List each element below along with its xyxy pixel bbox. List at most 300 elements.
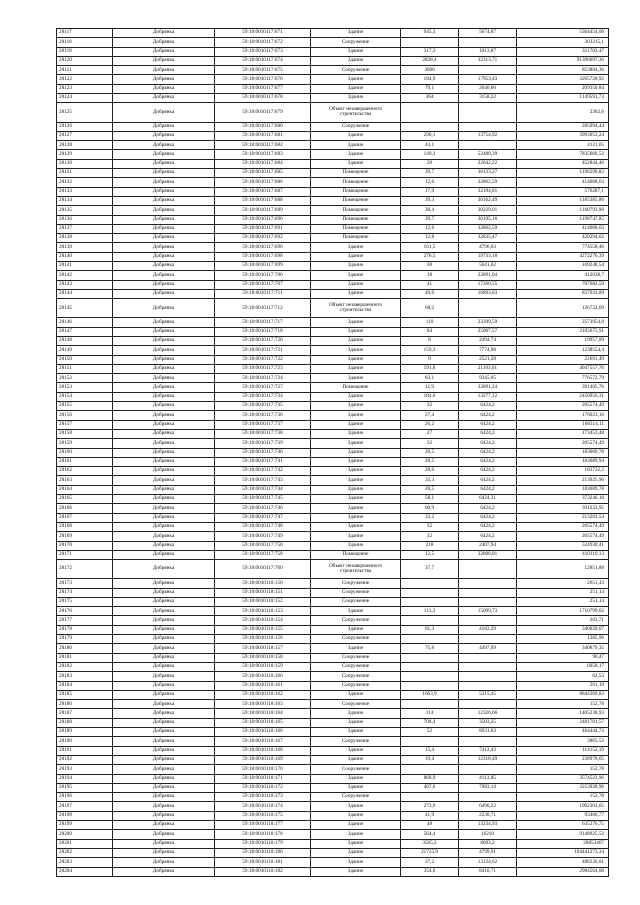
cadastral-value-cell: 7835666,52	[517, 150, 609, 159]
area-cell: 8	[401, 336, 459, 345]
locality-cell: Добрянка	[113, 550, 215, 559]
table-row	[57, 355, 609, 364]
unit-value-cell: 2646,66	[459, 84, 517, 93]
object-type-cell: Здание	[311, 709, 401, 718]
area-cell: 39,3	[401, 196, 459, 205]
row-number-cell: 28175	[57, 597, 113, 606]
area-cell: 273,9	[401, 802, 459, 811]
row-number-cell: 28172	[57, 560, 113, 579]
table-row	[57, 485, 609, 494]
area-cell: 32	[401, 532, 459, 541]
table-row	[57, 700, 609, 709]
cadastral-value-cell: 420294,02	[517, 234, 609, 243]
cadastral-number-cell: 59:18:0010117:698	[215, 252, 311, 261]
cadastral-value-cell: 22691,49	[517, 355, 609, 364]
cadastral-value-cell: 28853467	[517, 839, 609, 848]
area-cell	[401, 672, 459, 681]
cadastral-number-cell: 59:18:0010117:700	[215, 271, 311, 280]
object-type-cell: Помещение	[311, 187, 401, 196]
locality-cell: Добрянка	[113, 597, 215, 606]
table-row	[57, 811, 609, 820]
area-cell	[401, 635, 459, 644]
table-row	[57, 383, 609, 392]
cadastral-number-cell: 59:18:0010118:177	[215, 821, 311, 830]
row-number-cell: 28140	[57, 252, 113, 261]
cadastral-number-cell: 59:18:0010118:162	[215, 690, 311, 699]
cadastral-value-cell: 776572,79	[517, 374, 609, 383]
row-number-cell: 28128	[57, 141, 113, 150]
row-number-cell: 28125	[57, 103, 113, 122]
locality-cell: Добрянка	[113, 252, 215, 261]
area-cell: 149,3	[401, 150, 459, 159]
unit-value-cell: 1013,87	[459, 47, 517, 56]
object-type-cell: Здание	[311, 420, 401, 429]
cadastral-number-cell: 59:18:0010117:743	[215, 476, 311, 485]
table-row	[57, 690, 609, 699]
locality-cell: Добрянка	[113, 718, 215, 727]
cadastral-number-cell: 59:18:0010117:748	[215, 522, 311, 531]
cadastral-number-cell: 59:18:0010118:178	[215, 830, 311, 839]
locality-cell: Добрянка	[113, 243, 215, 252]
unit-value-cell: 17260,55	[459, 280, 517, 289]
locality-cell: Добрянка	[113, 29, 215, 38]
row-number-cell: 28176	[57, 607, 113, 616]
table-row	[57, 728, 609, 737]
row-number-cell: 28123	[57, 84, 113, 93]
cadastral-value-cell: 114152,19	[517, 746, 609, 755]
unit-value-cell: 30133,27	[459, 169, 517, 178]
cadastral-number-cell: 59:18:0010117:738	[215, 429, 311, 438]
area-cell: 110	[401, 318, 459, 327]
table-row	[57, 616, 609, 625]
row-number-cell: 28185	[57, 690, 113, 699]
unit-value-cell: 19733,18	[459, 252, 517, 261]
area-cell: 49,6	[401, 289, 459, 298]
object-type-cell: Помещение	[311, 178, 401, 187]
table-row	[57, 448, 609, 457]
row-number-cell: 28162	[57, 467, 113, 476]
locality-cell: Добрянка	[113, 75, 215, 84]
area-cell: 84	[401, 327, 459, 336]
table-row	[57, 550, 609, 559]
cadastral-value-cell: 251,14	[517, 588, 609, 597]
row-number-cell: 28131	[57, 169, 113, 178]
unit-value-cell	[459, 579, 517, 588]
cadastral-number-cell: 59:18:0010117:707	[215, 280, 311, 289]
area-cell: 868,9	[401, 774, 459, 783]
locality-cell: Добрянка	[113, 262, 215, 271]
unit-value-cell: 6424,2	[459, 448, 517, 457]
locality-cell: Добрянка	[113, 495, 215, 504]
table-row	[57, 579, 609, 588]
area-cell: 39,7	[401, 215, 459, 224]
row-number-cell: 28141	[57, 262, 113, 271]
cadastral-value-cell: 169248,54	[517, 262, 609, 271]
unit-value-cell: 17953,43	[459, 75, 517, 84]
unit-value-cell	[459, 299, 517, 318]
row-number-cell: 28198	[57, 811, 113, 820]
area-cell	[401, 597, 459, 606]
registry-table	[56, 28, 609, 877]
object-type-cell: Здание	[311, 783, 401, 792]
unit-value-cell	[459, 560, 517, 579]
cadastral-number-cell: 59:18:0010117:727	[215, 383, 311, 392]
cadastral-number-cell: 59:18:0010118:174	[215, 802, 311, 811]
area-cell: 19,4	[401, 755, 459, 764]
table-row	[57, 635, 609, 644]
cadastral-value-cell: 3574523,96	[517, 774, 609, 783]
cadastral-value-cell: 1185385,86	[517, 196, 609, 205]
unit-value-cell	[459, 737, 517, 746]
row-number-cell: 28151	[57, 364, 113, 373]
area-cell: 43,1	[401, 141, 459, 150]
area-cell: 52	[401, 728, 459, 737]
unit-value-cell: 5315,45	[459, 690, 517, 699]
cadastral-value-cell: 12851,88	[517, 560, 609, 579]
locality-cell: Добрянка	[113, 700, 215, 709]
row-number-cell: 28179	[57, 635, 113, 644]
table-row	[57, 560, 609, 579]
locality-cell: Добрянка	[113, 728, 215, 737]
object-type-cell: Помещение	[311, 383, 401, 392]
area-cell: 1663,9	[401, 690, 459, 699]
cadastral-number-cell: 59:18:0010117:745	[215, 495, 311, 504]
unit-value-cell: 6424,2	[459, 429, 517, 438]
unit-value-cell	[459, 66, 517, 75]
row-number-cell: 28193	[57, 765, 113, 774]
object-type-cell: Здание	[311, 858, 401, 867]
cadastral-value-cell: 1196290,82	[517, 169, 609, 178]
locality-cell: Добрянка	[113, 374, 215, 383]
cadastral-number-cell: 59:18:0010117:722	[215, 355, 311, 364]
cadastral-number-cell: 59:18:0010118:165	[215, 718, 311, 727]
object-type-cell: Здание	[311, 821, 401, 830]
table-row	[57, 495, 609, 504]
locality-cell: Добрянка	[113, 579, 215, 588]
row-number-cell: 28153	[57, 383, 113, 392]
area-cell: 564,4	[401, 830, 459, 839]
unit-value-cell: 6424,2	[459, 402, 517, 411]
cadastral-number-cell: 59:18:0010117:724	[215, 374, 311, 383]
area-cell: 218	[401, 541, 459, 550]
cadastral-value-cell: 1902303,65	[517, 802, 609, 811]
cadastral-value-cell: 205574,49	[517, 439, 609, 448]
locality-cell: Добрянка	[113, 47, 215, 56]
cadastral-value-cell: 635276,75	[517, 821, 609, 830]
cadastral-value-cell: 6058,17	[517, 662, 609, 671]
object-type-cell: Здание	[311, 513, 401, 522]
area-cell: 2828,4	[401, 56, 459, 65]
locality-cell: Добрянка	[113, 653, 215, 662]
unit-value-cell: 6424,2	[459, 513, 517, 522]
object-type-cell: Помещение	[311, 234, 401, 243]
row-number-cell: 28122	[57, 75, 113, 84]
locality-cell: Добрянка	[113, 84, 215, 93]
row-number-cell: 28159	[57, 439, 113, 448]
table-row	[57, 783, 609, 792]
locality-cell: Добрянка	[113, 187, 215, 196]
cadastral-number-cell: 59:18:0010117:676	[215, 75, 311, 84]
cadastral-value-cell: 391233,95	[517, 504, 609, 513]
area-cell: 83,1	[401, 374, 459, 383]
cadastral-value-cell: 2573954,8	[517, 318, 609, 327]
cadastral-number-cell: 59:18:0010117:723	[215, 364, 311, 373]
row-number-cell: 28165	[57, 495, 113, 504]
locality-cell: Добрянка	[113, 206, 215, 215]
row-number-cell: 28149	[57, 346, 113, 355]
locality-cell: Добрянка	[113, 690, 215, 699]
object-type-cell: Здание	[311, 718, 401, 727]
cadastral-number-cell: 59:18:0010117:750	[215, 541, 311, 550]
object-type-cell: Сооружение	[311, 635, 401, 644]
area-cell	[401, 579, 459, 588]
locality-cell: Добрянка	[113, 588, 215, 597]
object-type-cell: Помещение	[311, 224, 401, 233]
cadastral-number-cell: 59:18:0010117:691	[215, 224, 311, 233]
locality-cell: Добрянка	[113, 429, 215, 438]
table-row	[57, 830, 609, 839]
cadastral-value-cell: 213925,96	[517, 476, 609, 485]
object-type-cell: Здание	[311, 262, 401, 271]
row-number-cell: 28117	[57, 29, 113, 38]
cadastral-value-cell: 321703,47	[517, 47, 609, 56]
unit-value-cell	[459, 700, 517, 709]
table-row	[57, 224, 609, 233]
area-cell: 3565,2	[401, 839, 459, 848]
unit-value-cell: 25067,57	[459, 327, 517, 336]
object-type-cell: Здание	[311, 439, 401, 448]
cadastral-value-cell: 1385,96	[517, 635, 609, 644]
unit-value-cell: 23399,59	[459, 318, 517, 327]
area-cell	[401, 793, 459, 802]
cadastral-value-cell: 213283,54	[517, 513, 609, 522]
object-type-cell: Сооружение	[311, 681, 401, 690]
table-row	[57, 848, 609, 857]
object-type-cell: Здание	[311, 532, 401, 541]
table-row	[57, 56, 609, 65]
object-type-cell: Сооружение	[311, 38, 401, 47]
locality-cell: Добрянка	[113, 681, 215, 690]
area-cell: 184,6	[401, 392, 459, 401]
area-cell: 58,1	[401, 495, 459, 504]
table-row	[57, 765, 609, 774]
area-cell: 12,6	[401, 224, 459, 233]
cadastral-value-cell: 2651,43	[517, 579, 609, 588]
locality-cell: Добрянка	[113, 159, 215, 168]
row-number-cell: 28199	[57, 821, 113, 830]
cadastral-value-cell: 1160793,98	[517, 206, 609, 215]
row-number-cell: 28139	[57, 243, 113, 252]
cadastral-number-cell: 59:18:0010118:155	[215, 625, 311, 634]
table-row	[57, 196, 609, 205]
cadastral-value-cell: 3265728,92	[517, 75, 609, 84]
object-type-cell: Сооружение	[311, 66, 401, 75]
cadastral-number-cell: 59:18:0010117:687	[215, 187, 311, 196]
cadastral-value-cell: 203,71	[517, 616, 609, 625]
object-type-cell: Здание	[311, 625, 401, 634]
cadastral-number-cell: 59:18:0010118:164	[215, 709, 311, 718]
unit-value-cell	[459, 616, 517, 625]
cadastral-number-cell: 59:18:0010118:173	[215, 793, 311, 802]
table-row	[57, 476, 609, 485]
locality-cell: Добрянка	[113, 848, 215, 857]
cadastral-value-cell: 2105675,91	[517, 327, 609, 336]
cadastral-value-cell: 373246,18	[517, 495, 609, 504]
table-row	[57, 187, 609, 196]
table-row	[57, 439, 609, 448]
cadastral-number-cell: 59:18:0010118:151	[215, 588, 311, 597]
object-type-cell: Здание	[311, 47, 401, 56]
cadastral-value-cell: 340879,35	[517, 644, 609, 653]
object-type-cell: Здание	[311, 75, 401, 84]
object-type-cell: Помещение	[311, 169, 401, 178]
area-cell: 3000	[401, 66, 459, 75]
area-cell	[401, 700, 459, 709]
area-cell: 27	[401, 429, 459, 438]
object-type-cell: Здание	[311, 131, 401, 140]
locality-cell: Добрянка	[113, 448, 215, 457]
object-type-cell: Сооружение	[311, 737, 401, 746]
cadastral-number-cell: 59:18:0010117:673	[215, 47, 311, 56]
object-type-cell: Здание	[311, 728, 401, 737]
object-type-cell: Здание	[311, 150, 401, 159]
locality-cell: Добрянка	[113, 467, 215, 476]
table-row	[57, 262, 609, 271]
locality-cell: Добрянка	[113, 141, 215, 150]
locality-cell: Добрянка	[113, 821, 215, 830]
table-row	[57, 252, 609, 261]
object-type-cell: Здание	[311, 94, 401, 103]
cadastral-number-cell: 59:18:0010117:758	[215, 550, 311, 559]
object-type-cell: Помещение	[311, 215, 401, 224]
cadastral-value-cell: 2984564,08	[517, 867, 609, 876]
locality-cell: Добрянка	[113, 150, 215, 159]
cadastral-number-cell: 59:18:0010117:711	[215, 289, 311, 298]
row-number-cell: 28177	[57, 616, 113, 625]
locality-cell: Добрянка	[113, 858, 215, 867]
row-number-cell: 28167	[57, 513, 113, 522]
area-cell	[401, 653, 459, 662]
table-row	[57, 737, 609, 746]
unit-value-cell	[459, 653, 517, 662]
cadastral-number-cell: 59:18:0010118:182	[215, 867, 311, 876]
table-row	[57, 457, 609, 466]
area-cell: 276,5	[401, 252, 459, 261]
unit-value-cell: 8093,2	[459, 839, 517, 848]
cadastral-number-cell: 59:18:0010118:179	[215, 839, 311, 848]
table-row	[57, 206, 609, 215]
row-number-cell: 28136	[57, 215, 113, 224]
unit-value-cell: 12318,49	[459, 755, 517, 764]
table-row	[57, 672, 609, 681]
unit-value-cell: 5641,62	[459, 262, 517, 271]
object-type-cell: Сооружение	[311, 765, 401, 774]
area-cell: 20	[401, 159, 459, 168]
cadastral-value-cell: 3253928,96	[517, 783, 609, 792]
object-type-cell: Здание	[311, 84, 401, 93]
locality-cell: Добрянка	[113, 383, 215, 392]
unit-value-cell: 6424,2	[459, 522, 517, 531]
cadastral-value-cell: 4047557,76	[517, 364, 609, 373]
table-row	[57, 103, 609, 122]
locality-cell: Добрянка	[113, 215, 215, 224]
object-type-cell: Здание	[311, 495, 401, 504]
table-row	[57, 169, 609, 178]
unit-value-cell: 32835,47	[459, 234, 517, 243]
area-cell: 18	[401, 271, 459, 280]
row-number-cell: 28168	[57, 522, 113, 531]
area-cell: 81,3	[401, 625, 459, 634]
area-cell: 12,8	[401, 234, 459, 243]
table-row	[57, 234, 609, 243]
unit-value-cell	[459, 662, 517, 671]
table-row	[57, 141, 609, 150]
locality-cell: Добрянка	[113, 616, 215, 625]
cadastral-number-cell: 59:18:0010118:171	[215, 774, 311, 783]
cadastral-value-cell: 104441273,34	[517, 848, 609, 857]
object-type-cell: Объект незавершенного строительства	[311, 299, 401, 318]
cadastral-number-cell: 59:18:0010118:181	[215, 858, 311, 867]
area-cell: 317,3	[401, 47, 459, 56]
table-row	[57, 467, 609, 476]
cadastral-value-cell: 4272276,39	[517, 252, 609, 261]
cadastral-number-cell: 59:18:0010118:156	[215, 635, 311, 644]
table-row	[57, 289, 609, 298]
area-cell: 28,5	[401, 485, 459, 494]
object-type-cell: Здание	[311, 29, 401, 38]
object-type-cell: Здание	[311, 476, 401, 485]
cadastral-number-cell: 59:18:0010118:170	[215, 765, 311, 774]
cadastral-number-cell: 59:18:0010117:699	[215, 262, 311, 271]
area-cell: 32	[401, 439, 459, 448]
row-number-cell: 28203	[57, 858, 113, 867]
row-number-cell: 28127	[57, 131, 113, 140]
area-cell: 17,9	[401, 187, 459, 196]
row-number-cell: 28195	[57, 783, 113, 792]
row-number-cell: 28173	[57, 579, 113, 588]
object-type-cell: Сооружение	[311, 662, 401, 671]
table-row	[57, 318, 609, 327]
object-type-cell: Здание	[311, 839, 401, 848]
object-type-cell: Здание	[311, 485, 401, 494]
table-row	[57, 150, 609, 159]
area-cell: 354,6	[401, 867, 459, 876]
area-cell: 33,3	[401, 476, 459, 485]
object-type-cell: Здание	[311, 457, 401, 466]
table-row	[57, 709, 609, 718]
cadastral-value-cell: 176023,16	[517, 411, 609, 420]
row-number-cell: 28192	[57, 755, 113, 764]
locality-cell: Добрянка	[113, 420, 215, 429]
table-row	[57, 653, 609, 662]
row-number-cell: 28197	[57, 802, 113, 811]
row-number-cell: 28120	[57, 56, 113, 65]
row-number-cell: 28133	[57, 187, 113, 196]
unit-value-cell: 7983,14	[459, 783, 517, 792]
area-cell	[401, 765, 459, 774]
locality-cell: Добрянка	[113, 234, 215, 243]
table-row	[57, 774, 609, 783]
area-cell: 41	[401, 280, 459, 289]
row-number-cell: 28160	[57, 448, 113, 457]
row-number-cell: 28170	[57, 541, 113, 550]
row-number-cell: 28182	[57, 662, 113, 671]
table-row	[57, 299, 609, 318]
unit-value-cell: 32808,81	[459, 550, 517, 559]
unit-value-cell: 2230,71	[459, 811, 517, 820]
cadastral-number-cell: 59:18:0010117:688	[215, 196, 311, 205]
row-number-cell: 28138	[57, 234, 113, 243]
